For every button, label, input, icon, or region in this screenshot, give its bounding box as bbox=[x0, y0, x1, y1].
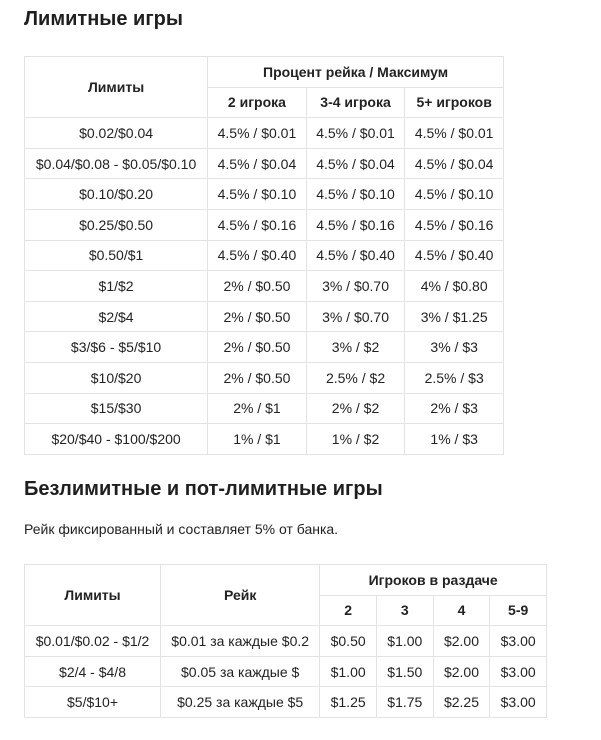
table-cell: 2% / $0.50 bbox=[208, 301, 307, 332]
fixed-rake-note: Рейк фиксированный и составляет 5% от банка. bbox=[24, 521, 339, 537]
table-cell: $1.50 bbox=[376, 656, 433, 687]
rake-group-header: Процент рейка / Максимум bbox=[208, 57, 504, 88]
table-cell: 1% / $2 bbox=[306, 424, 405, 455]
table-cell: 4.5% / $0.40 bbox=[405, 240, 504, 271]
table-cell: $0.10/$0.20 bbox=[25, 179, 208, 210]
table-cell: $0.01 за каждые $0.2 bbox=[161, 626, 320, 657]
table-cell: 3% / $0.70 bbox=[306, 301, 405, 332]
limits-header: Лимиты bbox=[25, 57, 208, 118]
table-cell: $2.25 bbox=[433, 687, 490, 718]
section-title-limit-games: Лимитные игры bbox=[24, 8, 183, 30]
table-cell: 4.5% / $0.01 bbox=[405, 118, 504, 149]
rake-header: Рейк bbox=[161, 565, 320, 626]
table-cell: 4.5% / $0.01 bbox=[208, 118, 307, 149]
table-row bbox=[25, 271, 504, 302]
table-row bbox=[25, 332, 504, 363]
table-header-row bbox=[25, 57, 504, 88]
table-cell: $0.50 bbox=[320, 626, 377, 657]
table-cell: $1.75 bbox=[376, 687, 433, 718]
table-cell: 4.5% / $0.04 bbox=[208, 148, 307, 179]
table-row bbox=[25, 240, 504, 271]
table-row bbox=[25, 209, 504, 240]
table-cell: $0.02/$0.04 bbox=[25, 118, 208, 149]
table-cell: 1% / $1 bbox=[208, 424, 307, 455]
table-cell: $5/$10+ bbox=[25, 687, 161, 718]
table-cell: 4.5% / $0.04 bbox=[405, 148, 504, 179]
nolimit-rake-table bbox=[24, 564, 547, 718]
players-5plus-header: 5+ игроков bbox=[405, 87, 504, 118]
table-cell: 4.5% / $0.10 bbox=[405, 179, 504, 210]
table-cell: $3.00 bbox=[490, 656, 547, 687]
players-in-hand-header: Игроков в раздаче bbox=[320, 565, 547, 596]
table-row bbox=[25, 424, 504, 455]
table-cell: $2/$4 bbox=[25, 301, 208, 332]
players-4-header: 4 bbox=[433, 595, 490, 626]
table-cell: 4.5% / $0.01 bbox=[306, 118, 405, 149]
table-cell: 4% / $0.80 bbox=[405, 271, 504, 302]
table-cell: 2.5% / $2 bbox=[306, 362, 405, 393]
table-cell: 4.5% / $0.16 bbox=[208, 209, 307, 240]
table-cell: 2% / $1 bbox=[208, 393, 307, 424]
table-cell: 2.5% / $3 bbox=[405, 362, 504, 393]
table-cell: $0.25 за каждые $5 bbox=[161, 687, 320, 718]
table-cell: 2% / $0.50 bbox=[208, 271, 307, 302]
table-cell: 3% / $2 bbox=[306, 332, 405, 363]
table-cell: 4.5% / $0.40 bbox=[306, 240, 405, 271]
table-header-row bbox=[25, 565, 547, 596]
limit-rake-table-body bbox=[25, 118, 504, 455]
table-row bbox=[25, 301, 504, 332]
players-3-4-header: 3-4 игрока bbox=[306, 87, 405, 118]
table-cell: $2.00 bbox=[433, 656, 490, 687]
table-cell: $0.50/$1 bbox=[25, 240, 208, 271]
table-cell: 1% / $3 bbox=[405, 424, 504, 455]
table-cell: $1.00 bbox=[320, 656, 377, 687]
table-cell: 3% / $0.70 bbox=[306, 271, 405, 302]
table-cell: $1/$2 bbox=[25, 271, 208, 302]
table-cell: $3/$6 - $5/$10 bbox=[25, 332, 208, 363]
table-cell: 4.5% / $0.40 bbox=[208, 240, 307, 271]
table-cell: 2% / $2 bbox=[306, 393, 405, 424]
table-cell: 3% / $1.25 bbox=[405, 301, 504, 332]
table-cell: $3.00 bbox=[490, 687, 547, 718]
limit-rake-table bbox=[24, 56, 504, 455]
table-cell: $3.00 bbox=[490, 626, 547, 657]
table-cell: $1.00 bbox=[376, 626, 433, 657]
table-cell: $10/$20 bbox=[25, 362, 208, 393]
table-cell: $2/4 - $4/8 bbox=[25, 656, 161, 687]
players-5-9-header: 5-9 bbox=[490, 595, 547, 626]
table-cell: $0.25/$0.50 bbox=[25, 209, 208, 240]
table-row bbox=[25, 656, 547, 687]
table-cell: 3% / $3 bbox=[405, 332, 504, 363]
table-cell: 4.5% / $0.16 bbox=[405, 209, 504, 240]
table-row bbox=[25, 148, 504, 179]
table-row bbox=[25, 362, 504, 393]
table-row bbox=[25, 393, 504, 424]
table-row bbox=[25, 118, 504, 149]
table-cell: $20/$40 - $100/$200 bbox=[25, 424, 208, 455]
table-row bbox=[25, 179, 504, 210]
section-title-nolimit-games: Безлимитные и пот-лимитные игры bbox=[24, 478, 383, 500]
table-cell: 4.5% / $0.16 bbox=[306, 209, 405, 240]
table-cell: $15/$30 bbox=[25, 393, 208, 424]
players-3-header: 3 bbox=[376, 595, 433, 626]
table-cell: 4.5% / $0.10 bbox=[306, 179, 405, 210]
players-2-header: 2 bbox=[320, 595, 377, 626]
table-row bbox=[25, 626, 547, 657]
limits-header: Лимиты bbox=[25, 565, 161, 626]
table-cell: 2% / $0.50 bbox=[208, 332, 307, 363]
table-cell: $0.04/$0.08 - $0.05/$0.10 bbox=[25, 148, 208, 179]
players-2-header: 2 игрока bbox=[208, 87, 307, 118]
table-cell: 2% / $3 bbox=[405, 393, 504, 424]
table-cell: 4.5% / $0.10 bbox=[208, 179, 307, 210]
table-row bbox=[25, 687, 547, 718]
nolimit-rake-table-body bbox=[25, 626, 547, 718]
table-cell: $0.01/$0.02 - $1/2 bbox=[25, 626, 161, 657]
table-cell: $1.25 bbox=[320, 687, 377, 718]
table-cell: $2.00 bbox=[433, 626, 490, 657]
table-cell: $0.05 за каждые $ bbox=[161, 656, 320, 687]
table-cell: 2% / $0.50 bbox=[208, 362, 307, 393]
table-cell: 4.5% / $0.04 bbox=[306, 148, 405, 179]
